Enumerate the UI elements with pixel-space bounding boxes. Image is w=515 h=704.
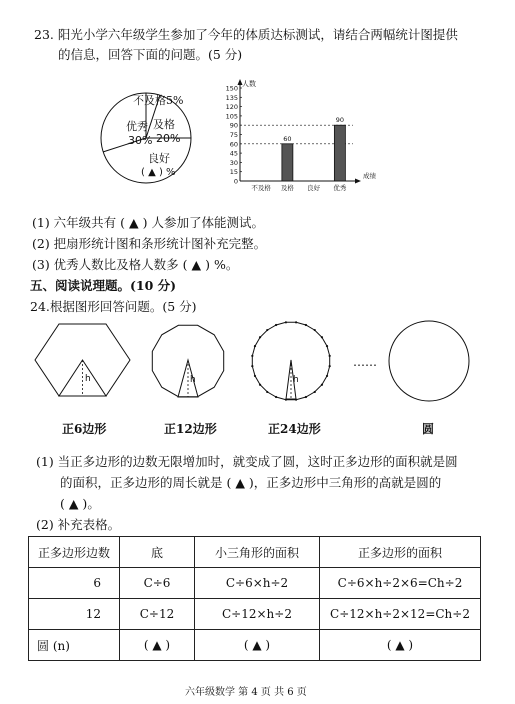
y-tick-label: 60: [229, 140, 238, 149]
table-cell: 6: [29, 568, 120, 599]
shapes-figure: [30, 318, 490, 418]
label-icositetragon: 正24边形: [268, 422, 321, 436]
vertex-dot: [275, 324, 277, 326]
vertex-dot: [254, 375, 256, 377]
x-tick-label: 及格: [280, 184, 294, 192]
bar-chart: [215, 78, 385, 198]
q23-sub3: (3) 优秀人数比及格人数多 ( ▲ ) %。: [32, 257, 239, 272]
table-cell: ( ▲ ): [120, 630, 195, 661]
label-hexagon: 正6边形: [62, 422, 107, 436]
vertex-dot: [326, 345, 328, 347]
table-row: [29, 599, 481, 630]
vertex-dot: [275, 396, 277, 398]
vertex-dot: [254, 345, 256, 347]
vertex-dot: [305, 396, 307, 398]
q23-line1: 23. 阳光小学六年级学生参加了今年的体质达标测试，请结合两幅统计图提供: [34, 27, 458, 42]
y-tick-label: 135: [225, 93, 238, 102]
vertex-dot: [266, 391, 268, 393]
polygon-area-table: [28, 536, 481, 661]
q24-line1: 24.根据图形回答问题。(5 分): [30, 299, 197, 314]
bar-value-label: 60: [283, 134, 292, 143]
y-tick-label: 90: [229, 121, 238, 130]
pie-excellent-pct: 30%: [128, 134, 153, 147]
table-cell: 圆 (n): [29, 630, 120, 661]
dodecagon-figure: [152, 325, 223, 397]
x-axis-label: 成绩: [363, 172, 376, 180]
table-cell: C÷6: [120, 568, 195, 599]
vertex-dot: [259, 384, 261, 386]
y-tick-label: 45: [229, 149, 238, 158]
table-cell: C÷6×h÷2×6=Ch÷2: [320, 568, 481, 599]
bar: [334, 125, 345, 181]
vertex-dot: [259, 336, 261, 338]
table-header-cell: 正多边形边数: [29, 537, 120, 568]
q23-sub2: (2) 把扇形统计图和条形统计图补充完整。: [32, 236, 267, 251]
vertex-dot: [314, 391, 316, 393]
table-header-row: [29, 537, 481, 568]
page-footer: 六年级数学 第 4 页 共 6 页: [185, 687, 307, 698]
vertex-dot: [321, 336, 323, 338]
table-cell: ( ▲ ): [195, 630, 320, 661]
table-cell: 12: [29, 599, 120, 630]
y-tick-label: 30: [229, 158, 238, 167]
q24-p1-line3: ( ▲ )。: [60, 496, 100, 511]
bar: [282, 144, 293, 181]
y-tick-label: 0: [233, 177, 238, 186]
vertex-dot: [251, 355, 253, 357]
circle-figure: [389, 321, 469, 401]
vertex-dot: [266, 329, 268, 331]
q24-p2: (2) 补充表格。: [36, 517, 121, 532]
table-row: [29, 568, 481, 599]
table-cell: ( ▲ ): [320, 630, 481, 661]
y-axis-label: 人数: [242, 80, 256, 88]
icositetragon-figure: [251, 321, 331, 401]
table-header-cell: 正多边形的面积: [320, 537, 481, 568]
y-tick-label: 150: [225, 84, 238, 93]
q24-p1-line2: 的面积，正多边形的周长就是 ( ▲ )，正多边形中三角形的高就是圆的: [60, 475, 442, 490]
pie-excellent-name: 优秀: [126, 120, 148, 133]
pie-fail-label: 不及格5%: [133, 94, 184, 107]
x-tick-label: 优秀: [333, 184, 347, 192]
vertex-dot: [295, 321, 297, 323]
pie-pass-name: 及格: [153, 118, 175, 131]
ellipsis-dots: ……: [353, 355, 377, 369]
x-tick-label: 良好: [307, 184, 321, 192]
table-cell: C÷12×h÷2: [195, 599, 320, 630]
bar-value-label: 90: [335, 116, 345, 125]
label-dodecagon: 正12边形: [164, 422, 217, 436]
hexagon-h-label: h: [85, 374, 91, 384]
y-tick-label: 75: [229, 131, 238, 139]
label-circle: 圆: [422, 422, 435, 436]
pie-pass-pct: 20%: [156, 132, 181, 145]
table-cell: C÷6×h÷2: [195, 568, 320, 599]
icositetragon-h-label: h: [293, 375, 299, 385]
dodecagon-h-label: h: [190, 375, 196, 385]
vertex-dot: [321, 384, 323, 386]
vertex-dot: [285, 321, 287, 323]
vertex-dot: [329, 365, 331, 367]
y-tick-label: 120: [225, 103, 238, 112]
y-tick-label: 15: [229, 168, 238, 177]
section5-heading: 五、阅读说理题。(10 分): [30, 278, 177, 293]
x-axis-arrow: [355, 179, 361, 184]
q23-sub1: (1) 六年级共有 ( ▲ ) 人参加了体能测试。: [32, 215, 264, 230]
vertex-dot: [326, 375, 328, 377]
pie-good-pct: ( ▲ ) %: [141, 167, 176, 178]
vertex-dot: [251, 365, 253, 367]
q24-p1-line1: (1) 当正多边形的边数无限增加时，就变成了圆，这时正多边形的面积就是圆: [36, 454, 458, 469]
table-row: [29, 630, 481, 661]
table-header-cell: 底: [120, 537, 195, 568]
pie-good-name: 良好: [148, 152, 170, 165]
x-tick-label: 不及格: [251, 184, 271, 192]
table-cell: C÷12: [120, 599, 195, 630]
y-tick-label: 105: [225, 112, 238, 121]
table-header-cell: 小三角形的面积: [195, 537, 320, 568]
vertex-dot: [314, 329, 316, 331]
hexagon-figure: [35, 324, 130, 396]
q23-line2: 的信息，回答下面的问题。(5 分): [58, 47, 243, 62]
vertex-dot: [329, 355, 331, 357]
table-cell: C÷12×h÷2×12=Ch÷2: [320, 599, 481, 630]
vertex-dot: [305, 324, 307, 326]
